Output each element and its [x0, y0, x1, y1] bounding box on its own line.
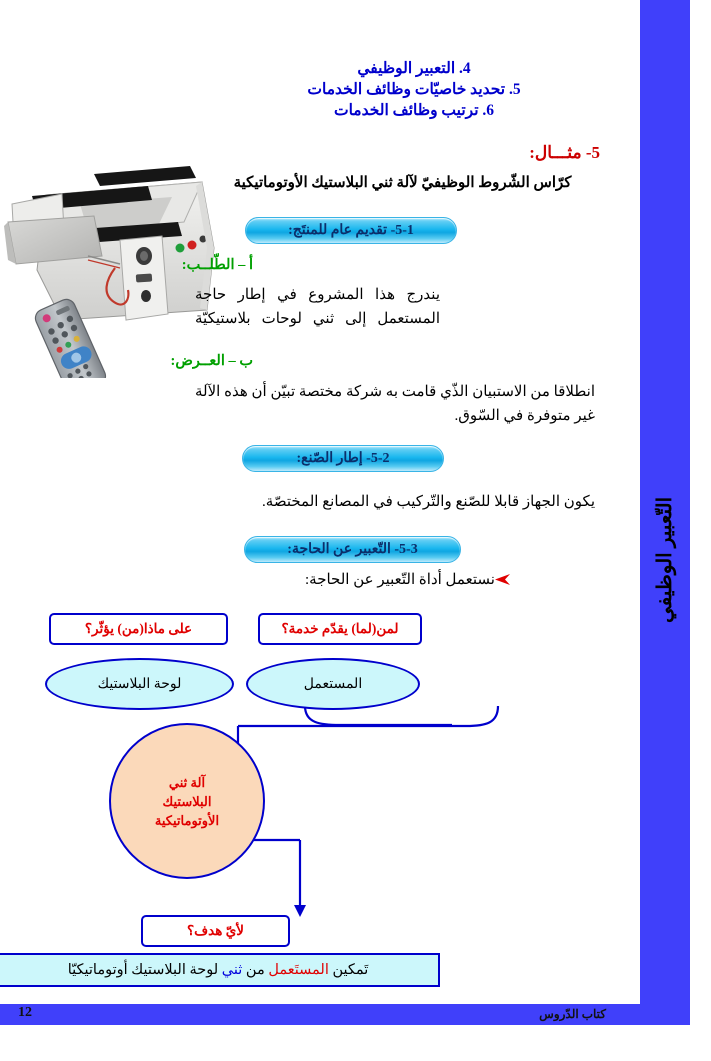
- example-heading: 5- مثـــال:: [529, 143, 600, 162]
- diagram-question-service: لمن(لما) يقدّم خدمة؟: [258, 613, 422, 645]
- diagram-result-statement: [0, 953, 440, 987]
- subsection-text-b: انطلاقا من الاستبيان الذّي قامت به شركة مختصة تبيّن أن هذه الآلة غير متوفرة في السّوق.: [195, 384, 595, 424]
- section-text-5-3-line: [305, 570, 595, 590]
- section-text-5-3: نستعمل أداة التّعبير عن الحاجة:: [305, 572, 495, 588]
- footer-page-number: 12: [18, 1005, 32, 1020]
- red-arrow-bullet-icon: [495, 573, 511, 590]
- diagram-question-effect: على ماذا(من) يؤثّر؟: [49, 613, 228, 645]
- section-header-5-2: 5-2- إطار الصّنع:: [242, 445, 444, 472]
- diagram-question-goal: لأيّ هدف؟: [141, 915, 290, 947]
- result-part-3: من: [245, 961, 265, 978]
- section-header-5-3: 5-3- التّعبير عن الحاجة:: [244, 536, 461, 563]
- diagram-center-product: [109, 723, 265, 879]
- objective-item-6: 6. ترتيب وظائف الخدمات: [333, 102, 495, 119]
- result-part-5: لوحة البلاستيك أوتوماتيكيّا: [67, 961, 219, 978]
- subsection-label-b: ب – العــرض:: [170, 353, 253, 369]
- top-objectives-list: [204, 58, 624, 121]
- center-line-2: البلاستيك: [162, 793, 212, 809]
- diagram-node-plastic-plate: لوحة البلاستيك: [45, 658, 234, 710]
- section-header-5-1: 5-1- تقديم عام للمنتَج:: [245, 217, 457, 244]
- need-expression-diagram: [0, 605, 640, 995]
- center-line-1: آلة ثني: [168, 774, 206, 790]
- result-part-1: تَمكين: [332, 961, 369, 978]
- diagram-node-user: المستعمل: [246, 658, 420, 710]
- example-statement: كرّاس الشّروط الوظيفيّ لآلة ثني البلاستيك الأوتوماتيكية: [233, 175, 572, 191]
- footer-title: كتاب الدّروس: [539, 1007, 606, 1021]
- subsection-text-a: يندرج هذا المشروع في إطار حاجة المستعمل إلى ثني لوحات بلاستيكيّة: [195, 287, 440, 327]
- section-text-5-2: يكون الجهاز قابلا للصّنع والتّركيب في المصانع المختصّة.: [262, 494, 595, 510]
- subsection-label-a: أ – الطّلــب:: [181, 257, 253, 273]
- objective-item-5: 5. تحديد خاصيّات وظائف الخدمات: [307, 81, 521, 98]
- center-line-3: الأوتوماتيكية: [154, 812, 220, 828]
- result-part-4: ثني: [221, 961, 243, 978]
- result-part-2: المستَعمل: [268, 961, 329, 978]
- side-tab-label: التّعبير الوظيفي: [654, 496, 676, 624]
- objective-item-4: 4. التعبير الوظيفي: [357, 60, 471, 77]
